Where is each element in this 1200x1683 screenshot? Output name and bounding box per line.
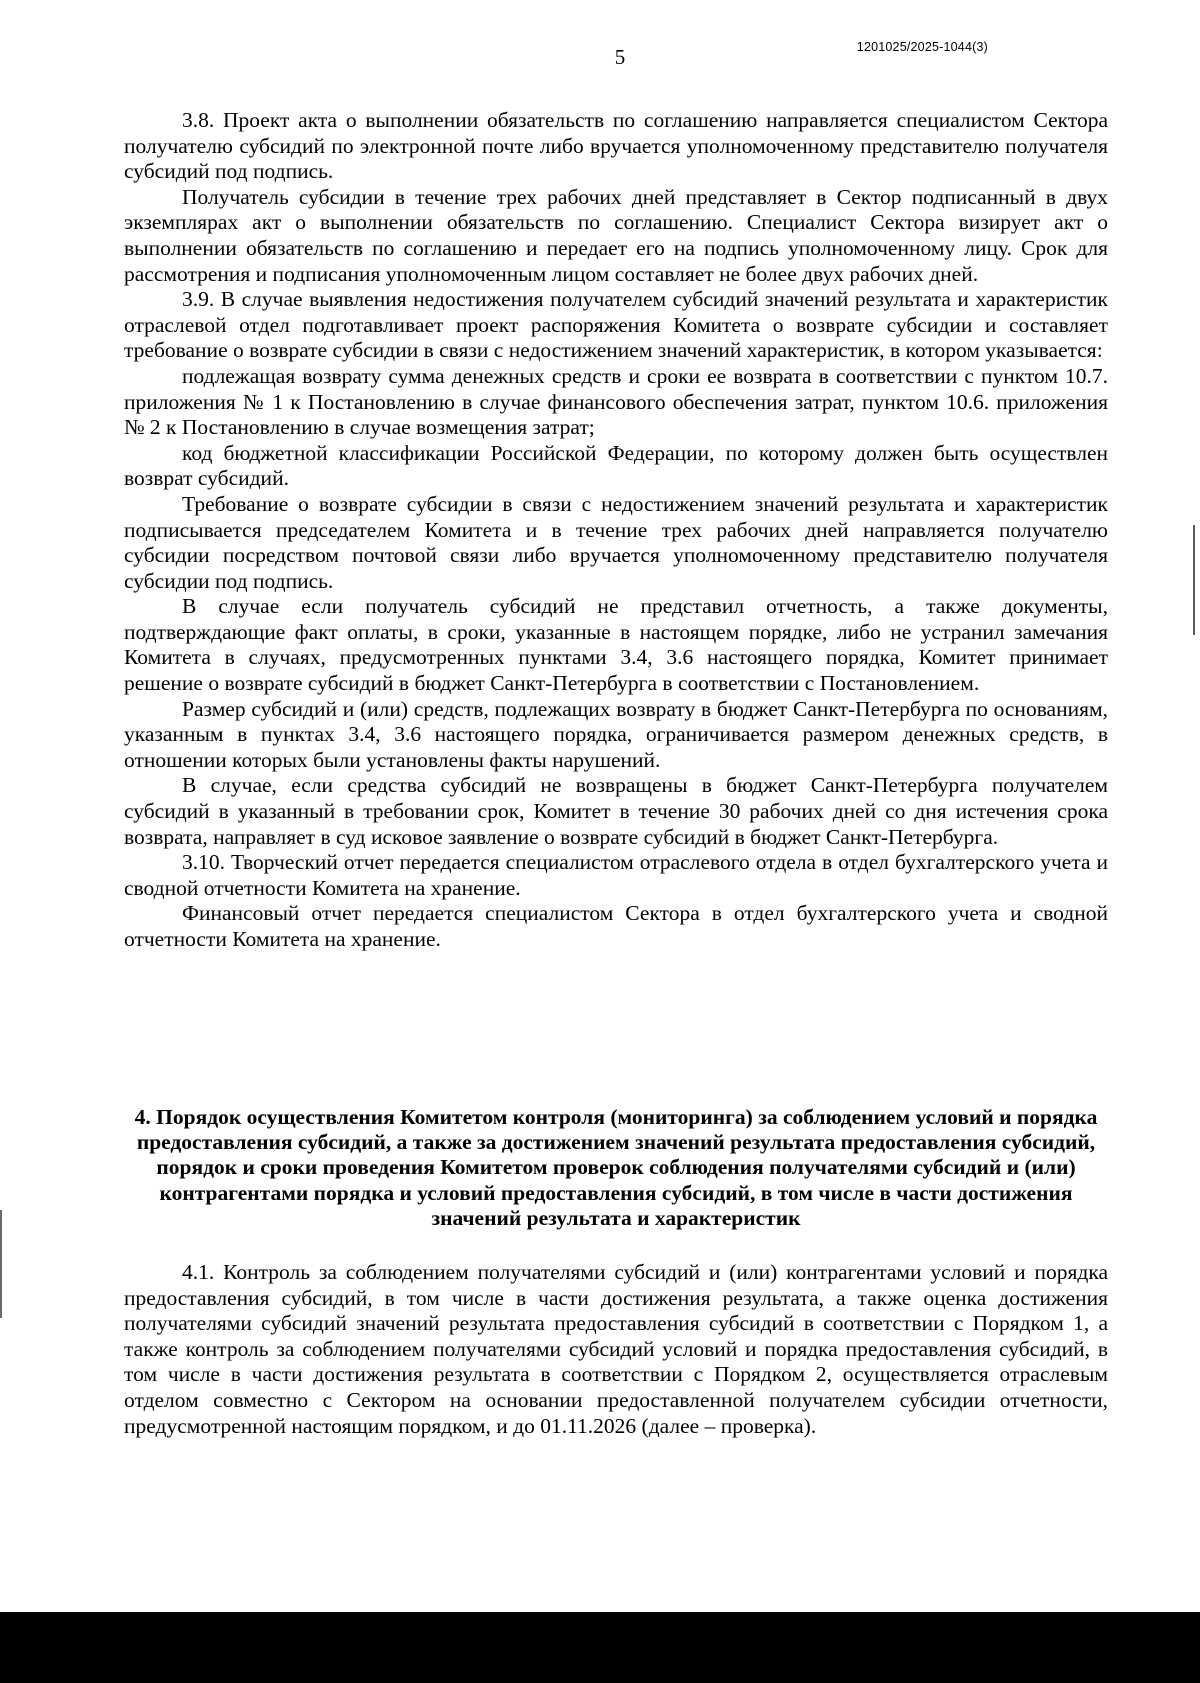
paragraph-refund-amount: подлежащая возврату сумма денежных средств и сроки ее возврата в соответствии с пунктом 10.7. приложения № 1 к Постановлению в случае финансового обеспечения затрат, пунктом 10.6. приложения № 2 к Постановлению в случае возмещения затрат; (124, 363, 1108, 440)
paragraph-financial-report: Финансовый отчет передается специалистом Сектора в отдел бухгалтерского учета и сводной отчетности Комитета на хранение. (124, 901, 1108, 951)
paragraph-3-9: 3.9. В случае выявления недостижения получателем субсидий значений результата и характеристик отраслевой отдел подготавливает проект распоряжения Комитета о возврате субсидии и составляет требование о возврате субсидии в связи с недостижением значений характеристик, в котором указывается: (124, 287, 1108, 363)
paragraph-budget-code: код бюджетной классификации Российской Федерации, по которому должен быть осуществлен возврат субсидий. (124, 440, 1108, 491)
paragraph-missing-reports: В случае если получатель субсидий не представил отчетность, а также документы, подтверждающие факт оплаты, в сроки, указанные в настоящем порядке, либо не устранил замечания Комитета в случаях, предусмотренных пунктами 3.4, 3.6 настоящего порядка, Комитет принимает решение о возврате субсидий в бюджет Санкт-Петербурга в соответствии с Постановлением. (124, 594, 1108, 696)
paragraph-3-10: 3.10. Творческий отчет передается специалистом отраслевого отдела в отдел бухгалтерского учета и сводной отчетности Комитета на хранение. (124, 850, 1108, 900)
scan-edge-artifact-left (0, 1210, 2, 1318)
paragraph-act-signing: Получатель субсидии в течение трех рабочих дней представляет в Сектор подписанный в двух экземплярах акт о выполнении обязательств по соглашению. Специалист Сектора визирует акт о выполнении обязательств по соглашению и передает его на подпись уполномоченному лицу. Срок для рассмотрения и подписания уполномоченным лицом составляет не более двух рабочих дней. (124, 184, 1108, 286)
paragraph-4-1: 4.1. Контроль за соблюдением получателями субсидий и (или) контрагентами условий и порядка предоставления субсидий, в том числе в части достижения результата, а также оценка достижения получателями субсидий значений результата предоставления субсидий в соответствии с Порядком 1, а также контроль за соблюдением получателями субсидий условий и порядка предоставления субсидий, в том числе в части достижения результата в соответствии с Порядком 2, осуществляется отраслевым отделом совместно с Сектором на основании предоставленной получателем субсидии отчетности, предусмотренной настоящим порядком, и до 01.11.2026 (далее – проверка). (124, 1260, 1108, 1438)
scan-bottom-border (0, 1612, 1200, 1683)
paragraph-refund-requirement: Требование о возврате субсидии в связи с недостижением значений результата и характеристик подписывается председателем Комитета и в течение трех рабочих дней направляется получателю субсидии посредством почтовой связи либо вручается уполномоченному представителю получателя субсидии под подпись. (124, 491, 1108, 593)
paragraph-court-claim: В случае, если средства субсидий не возвращены в бюджет Санкт-Петербурга получателем субсидий в указанный в требовании срок, Комитет в течение 30 рабочих дней со дня истечения срока возврата, направляет в суд исковое заявление о возврате субсидий в бюджет Санкт-Петербурга. (124, 773, 1108, 849)
paragraph-3-8: 3.8. Проект акта о выполнении обязательств по соглашению направляется специалистом Сектора получателю субсидий по электронной почте либо вручается уполномоченному представителю получателя субсидий под подпись. (124, 108, 1108, 184)
document-code: 1201025/2025-1044(3) (856, 40, 988, 54)
document-body (124, 108, 1108, 953)
page-number: 5 (614, 45, 626, 69)
section-4-body (124, 1260, 1108, 1439)
paragraph-refund-size: Размер субсидий и (или) средств, подлежащих возврату в бюджет Санкт-Петербурга по основаниям, указанным в пунктах 3.4, 3.6 настоящего порядка, ограничивается размером денежных средств, в отношении которых были установлены факты нарушений. (124, 696, 1108, 772)
scan-edge-artifact-right (1193, 525, 1195, 635)
section-4-heading: 4. Порядок осуществления Комитетом контроля (мониторинга) за соблюдением условий и порядка предоставления субсидий, а также за достижением значений результата предоставления субсидий, порядок и сроки проведения Комитетом проверок соблюдения получателями субсидий и (или) контрагентами порядка и условий предоставления субсидий, в том числе в части достижения значений результата и характеристик (134, 1105, 1098, 1230)
